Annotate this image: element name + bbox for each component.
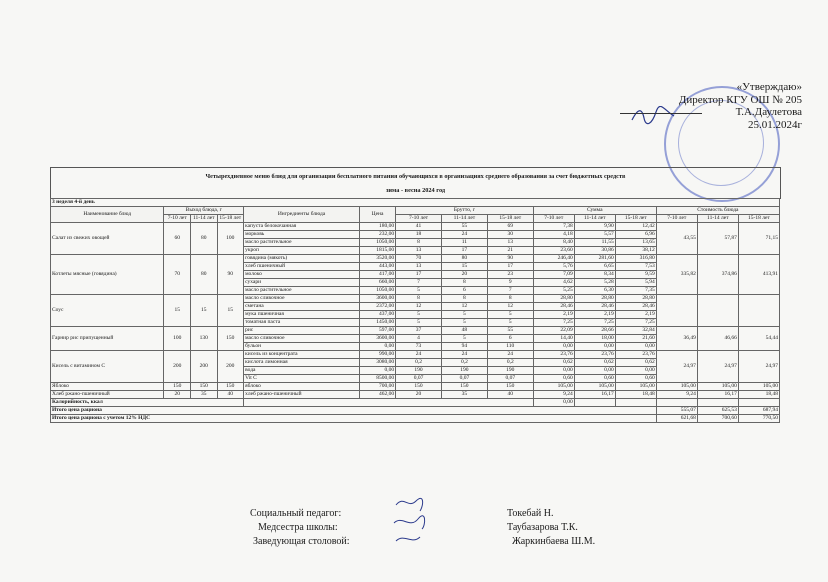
ingredient-sum: 105,00 (574, 383, 615, 391)
ingredient-sum: 32,84 (615, 327, 656, 335)
ingredient-sum: 2,19 (574, 311, 615, 319)
ingredient-price: 8500,00 (359, 375, 395, 383)
ingredient-price: 700,00 (359, 383, 395, 391)
ingredient-name: масло растительное (244, 239, 360, 247)
ingredient-price: 3520,00 (359, 255, 395, 263)
ingredient-sum: 7,35 (615, 287, 656, 295)
ingredient-sum: 11,55 (574, 239, 615, 247)
header-age: 15-18 лет (615, 215, 656, 223)
ingredient-sum: 28,80 (615, 295, 656, 303)
gross-weight: 17 (441, 247, 487, 255)
ingredient-name: хлеб ржано-пшеничный (244, 391, 360, 399)
total-vat-value: 770,50 (738, 415, 779, 423)
ingredient-price: 462,00 (359, 391, 395, 399)
header-age: 15-18 лет (738, 215, 779, 223)
ingredient-sum: 6,30 (574, 287, 615, 295)
gross-weight: 40 (487, 391, 533, 399)
dish-cost: 57,87 (697, 223, 738, 255)
gross-weight: 8 (441, 279, 487, 287)
ingredient-name: укроп (244, 247, 360, 255)
ingredient-price: 3080,00 (359, 359, 395, 367)
ingredient-sum: 0,00 (615, 367, 656, 375)
ingredient-sum: 105,00 (615, 383, 656, 391)
ingredient-sum: 23,76 (533, 351, 574, 359)
gross-weight: 17 (396, 271, 442, 279)
header-price: Цена (359, 207, 395, 223)
dish-yield: 35 (190, 391, 217, 399)
gross-weight: 90 (487, 255, 533, 263)
gross-weight: 8 (396, 295, 442, 303)
header-age: 11-14 лет (574, 215, 615, 223)
ingredient-price: 660,00 (359, 279, 395, 287)
ingredient-name: вода (244, 367, 360, 375)
dish-name: Соус (51, 295, 164, 327)
ingredient-sum: 7,09 (533, 271, 574, 279)
ingredient-row (51, 255, 780, 263)
ingredient-sum: 9,90 (574, 223, 615, 231)
ingredient-sum: 14,40 (533, 335, 574, 343)
dish-name: Яблоко (51, 383, 164, 391)
ingredient-price: 180,00 (359, 223, 395, 231)
dish-cost: 54,44 (738, 327, 779, 351)
ingredient-sum: 28,80 (533, 295, 574, 303)
ingredient-sum: 21,60 (615, 335, 656, 343)
signature-role: Социальный педагог: (250, 508, 342, 519)
gross-weight: 21 (487, 247, 533, 255)
ingredient-sum: 0,60 (574, 375, 615, 383)
gross-weight: 8 (441, 295, 487, 303)
dish-cost: 71,15 (738, 223, 779, 255)
ingredient-row (51, 351, 780, 359)
total-label: Итого цена рациона (51, 407, 657, 415)
dish-cost (738, 295, 779, 327)
ingredient-sum: 6,65 (574, 263, 615, 271)
dish-cost: 18,48 (738, 391, 779, 399)
ingredient-sum: 0,00 (574, 367, 615, 375)
gross-weight: 37 (396, 327, 442, 335)
gross-weight: 20 (396, 391, 442, 399)
ingredient-sum: 0,00 (574, 343, 615, 351)
calories-label: Калорийность, ккал (51, 399, 244, 407)
ingredient-row (51, 391, 780, 399)
approval-line-4: 25.01.2024г (747, 118, 802, 131)
header-sum: Сумма (533, 207, 656, 215)
header-cost: Стоимость блюда (656, 207, 779, 215)
header-gross: Брутто, г (396, 207, 534, 215)
ingredient-name: хлеб пшеничный (244, 263, 360, 271)
ingredient-sum: 2,19 (533, 311, 574, 319)
dish-yield: 15 (217, 295, 244, 327)
total-vat-value: 621,68 (656, 415, 697, 423)
gross-weight: 35 (441, 391, 487, 399)
gross-weight: 24 (441, 351, 487, 359)
signature-name: Токебай Н. (507, 508, 554, 519)
ingredient-sum: 7,25 (533, 319, 574, 327)
dish-cost: 16,17 (697, 391, 738, 399)
header-row-1 (51, 207, 780, 215)
dish-yield: 150 (164, 383, 191, 391)
gross-weight: 7 (487, 287, 533, 295)
ingredient-price: 0,00 (359, 367, 395, 375)
gross-weight: 9 (487, 279, 533, 287)
ingredient-sum: 0,60 (533, 375, 574, 383)
ingredient-sum: 4,62 (533, 279, 574, 287)
ingredient-sum: 0,62 (533, 359, 574, 367)
ingredient-sum: 9,24 (533, 391, 574, 399)
gross-weight: 150 (396, 383, 442, 391)
gross-weight: 18 (396, 231, 442, 239)
ingredient-name: масло сливочное (244, 335, 360, 343)
total-row (51, 407, 780, 415)
dish-yield: 90 (217, 255, 244, 295)
gross-weight: 80 (441, 255, 487, 263)
ingredient-sum: 0,00 (615, 343, 656, 351)
dish-cost: 105,00 (697, 383, 738, 391)
dish-cost (656, 295, 697, 327)
ingredient-price: 3600,00 (359, 335, 395, 343)
gross-weight: 0,2 (441, 359, 487, 367)
document-title (50, 167, 781, 199)
gross-weight: 24 (441, 231, 487, 239)
dish-yield: 20 (164, 391, 191, 399)
ingredient-price: 3600,00 (359, 295, 395, 303)
dish-yield: 80 (190, 223, 217, 255)
ingredient-sum: 5,28 (574, 279, 615, 287)
dish-yield: 130 (190, 327, 217, 351)
ingredient-sum: 23,76 (615, 351, 656, 359)
ingredient-sum: 5,76 (533, 263, 574, 271)
ingredient-name: капуста белокочанная (244, 223, 360, 231)
total-vat-label: Итого цена рациона с учетом 12% НДС (51, 415, 657, 423)
header-age: 11-14 лет (697, 215, 738, 223)
signature-name: Таубазарова Т.К. (507, 522, 578, 533)
dish-yield: 70 (164, 255, 191, 295)
gross-weight: 20 (441, 271, 487, 279)
gross-weight: 12 (441, 303, 487, 311)
gross-weight: 5 (396, 311, 442, 319)
header-age: 7-10 лет (164, 215, 191, 223)
ingredient-price: 2372,00 (359, 303, 395, 311)
ingredient-name: рис (244, 327, 360, 335)
gross-weight: 11 (441, 239, 487, 247)
dish-cost: 9,24 (656, 391, 697, 399)
dish-cost: 24,97 (697, 351, 738, 383)
dish-name: Салат из свежих овощей (51, 223, 164, 255)
ingredient-sum: 7,53 (615, 263, 656, 271)
ingredient-sum: 5,57 (574, 231, 615, 239)
dish-yield: 150 (217, 383, 244, 391)
gross-weight: 150 (441, 383, 487, 391)
ingredient-sum: 6,96 (615, 231, 656, 239)
header-age: 15-18 лет (487, 215, 533, 223)
gross-weight: 5 (487, 319, 533, 327)
dish-yield: 200 (164, 351, 191, 383)
dish-yield: 200 (217, 351, 244, 383)
dish-yield: 100 (164, 327, 191, 351)
ingredient-sum: 5,25 (533, 287, 574, 295)
ingredient-sum: 0,00 (533, 367, 574, 375)
signature-role: Заведующая столовой: (253, 536, 350, 547)
ingredient-sum: 7,38 (533, 223, 574, 231)
total-value: 625,53 (697, 407, 738, 415)
ingredient-sum: 5,94 (615, 279, 656, 287)
dish-cost: 335,82 (656, 255, 697, 295)
ingredient-sum: 18,48 (615, 391, 656, 399)
gross-weight: 41 (396, 223, 442, 231)
title-line-1: Четырехдневное меню блюд для организации бесплатного питания обучающихся в организациях среднего образования за счет бюджетных средств (205, 173, 626, 180)
ingredient-sum: 9,59 (615, 271, 656, 279)
dish-yield: 40 (217, 391, 244, 399)
gross-weight: 6 (441, 287, 487, 295)
ingredient-sum: 28,46 (574, 303, 615, 311)
ingredient-sum: 2,19 (615, 311, 656, 319)
ingredient-price: 597,00 (359, 327, 395, 335)
ingredient-row (51, 295, 780, 303)
ingredient-name: бульон (244, 343, 360, 351)
ingredient-sum: 4,18 (533, 231, 574, 239)
ingredient-sum: 18,00 (574, 335, 615, 343)
header-age: 7-10 лет (533, 215, 574, 223)
dish-name: Кисель с витамином С (51, 351, 164, 383)
gross-weight: 69 (487, 223, 533, 231)
gross-weight: 94 (441, 343, 487, 351)
gross-weight: 24 (487, 351, 533, 359)
dish-yield: 60 (164, 223, 191, 255)
ingredient-name: кисель из концентрата (244, 351, 360, 359)
gross-weight: 13 (396, 247, 442, 255)
gross-weight: 8 (396, 239, 442, 247)
ingredient-sum: 316,80 (615, 255, 656, 263)
dish-yield: 150 (217, 327, 244, 351)
ingredient-sum: 16,17 (574, 391, 615, 399)
gross-weight: 5 (487, 311, 533, 319)
signature-scribbles (390, 495, 430, 550)
gross-weight: 5 (441, 311, 487, 319)
gross-weight: 55 (487, 327, 533, 335)
gross-weight: 13 (396, 263, 442, 271)
ingredient-price: 1050,00 (359, 239, 395, 247)
dish-name: Хлеб ржано-пшеничный (51, 391, 164, 399)
header-age: 7-10 лет (656, 215, 697, 223)
ingredient-name: яблоко (244, 383, 360, 391)
gross-weight: 110 (487, 343, 533, 351)
approval-line-1: «Утверждаю» (736, 81, 802, 93)
dish-name: Котлеты мясные (говядина) (51, 255, 164, 295)
gross-weight: 15 (441, 263, 487, 271)
ingredient-sum: 28,66 (574, 327, 615, 335)
ingredient-name: сухари (244, 279, 360, 287)
ingredient-name: молоко (244, 271, 360, 279)
ingredient-sum: 281,60 (574, 255, 615, 263)
header-ingredients: Ингредиенты блюда (244, 207, 360, 223)
dish-yield: 200 (190, 351, 217, 383)
ingredient-sum: 23,76 (574, 351, 615, 359)
calories-value: 0,00 (533, 399, 574, 407)
ingredient-name: морковь (244, 231, 360, 239)
ingredient-name: масло растительное (244, 287, 360, 295)
dish-yield: 15 (164, 295, 191, 327)
gross-weight: 4 (396, 335, 442, 343)
gross-weight: 0,07 (487, 375, 533, 383)
menu-table (50, 198, 780, 423)
gross-weight: 13 (487, 239, 533, 247)
dish-cost: 24,97 (656, 351, 697, 383)
gross-weight: 55 (441, 223, 487, 231)
week-day-row (51, 199, 780, 207)
gross-weight: 190 (487, 367, 533, 375)
gross-weight: 190 (441, 367, 487, 375)
dish-cost: 374,86 (697, 255, 738, 295)
gross-weight: 73 (396, 343, 442, 351)
ingredient-price: 1050,00 (359, 287, 395, 295)
ingredient-name: масло сливочное (244, 295, 360, 303)
ingredient-sum: 28,46 (533, 303, 574, 311)
ingredient-sum: 0,62 (574, 359, 615, 367)
gross-weight: 12 (396, 303, 442, 311)
ingredient-sum: 28,46 (615, 303, 656, 311)
total-value: 687,94 (738, 407, 779, 415)
dish-cost: 24,97 (738, 351, 779, 383)
dish-cost: 36,49 (656, 327, 697, 351)
approval-block (612, 81, 802, 131)
ingredient-name: Vit C (244, 375, 360, 383)
ingredient-price: 1815,00 (359, 247, 395, 255)
ingredient-name: мука пшеничная (244, 311, 360, 319)
ingredient-sum: 7,25 (615, 319, 656, 327)
gross-weight: 5 (441, 335, 487, 343)
gross-weight: 17 (487, 263, 533, 271)
gross-weight: 150 (487, 383, 533, 391)
gross-weight: 5 (396, 287, 442, 295)
signature-name: Жаркинбаева Ш.М. (512, 536, 596, 547)
ingredient-row (51, 223, 780, 231)
ingredient-name: говядина (мякоть) (244, 255, 360, 263)
total-value: 555,07 (656, 407, 697, 415)
dish-cost: 46,66 (697, 327, 738, 351)
ingredient-row (51, 327, 780, 335)
dish-cost: 413,91 (738, 255, 779, 295)
gross-weight: 0,2 (487, 359, 533, 367)
dish-yield: 150 (190, 383, 217, 391)
ingredient-sum: 7,25 (574, 319, 615, 327)
approval-line-2: Директор КГУ ОШ № 205 (678, 93, 802, 106)
header-age: 7-10 лет (396, 215, 442, 223)
ingredient-name: кислота лимонная (244, 359, 360, 367)
gross-weight: 0,07 (396, 375, 442, 383)
title-line-2: зима - весна 2024 год (385, 187, 446, 194)
ingredient-row (51, 383, 780, 391)
ingredient-sum: 105,00 (533, 383, 574, 391)
gross-weight: 70 (396, 255, 442, 263)
header-yield: Выход блюда, г (164, 207, 244, 215)
ingredient-name: сметана (244, 303, 360, 311)
gross-weight: 48 (441, 327, 487, 335)
dish-yield: 15 (190, 295, 217, 327)
ingredient-sum: 38,12 (615, 247, 656, 255)
dish-yield: 100 (217, 223, 244, 255)
dish-yield: 80 (190, 255, 217, 295)
total-vat-row (51, 415, 780, 423)
gross-weight: 6 (487, 335, 533, 343)
dish-cost: 43,55 (656, 223, 697, 255)
ingredient-sum: 23,60 (533, 247, 574, 255)
ingredient-price: 990,00 (359, 351, 395, 359)
calories-row (51, 399, 780, 407)
header-age: 15-18 лет (217, 215, 244, 223)
ingredient-sum: 30,86 (574, 247, 615, 255)
gross-weight: 7 (396, 279, 442, 287)
week-day: 3 неделя 4-й день (51, 199, 780, 207)
ingredient-sum: 0,62 (615, 359, 656, 367)
ingredient-price: 417,00 (359, 271, 395, 279)
ingredient-sum: 0,60 (615, 375, 656, 383)
gross-weight: 5 (441, 319, 487, 327)
gross-weight: 23 (487, 271, 533, 279)
ingredient-sum: 13,65 (615, 239, 656, 247)
gross-weight: 0,2 (396, 359, 442, 367)
ingredient-price: 437,00 (359, 311, 395, 319)
ingredient-sum: 22,09 (533, 327, 574, 335)
gross-weight: 0,07 (441, 375, 487, 383)
signature-role: Медсестра школы: (258, 522, 338, 533)
menu-body (51, 223, 780, 399)
ingredient-price: 1450,00 (359, 319, 395, 327)
ingredient-sum: 246,40 (533, 255, 574, 263)
ingredient-sum: 8,40 (533, 239, 574, 247)
ingredient-sum: 12,42 (615, 223, 656, 231)
gross-weight: 12 (487, 303, 533, 311)
ingredient-price: 443,00 (359, 263, 395, 271)
dish-name: Гарнир рис припущенный (51, 327, 164, 351)
header-dish: Наименование блюд (51, 207, 164, 223)
gross-weight: 30 (487, 231, 533, 239)
ingredient-price: 232,00 (359, 231, 395, 239)
ingredient-name: томатная паста (244, 319, 360, 327)
dish-cost: 105,00 (738, 383, 779, 391)
header-age: 11-14 лет (441, 215, 487, 223)
header-age: 11-14 лет (190, 215, 217, 223)
gross-weight: 24 (396, 351, 442, 359)
ingredient-sum: 8,34 (574, 271, 615, 279)
dish-cost: 105,00 (656, 383, 697, 391)
signature-line (620, 113, 702, 114)
gross-weight: 8 (487, 295, 533, 303)
ingredient-sum: 0,00 (533, 343, 574, 351)
gross-weight: 5 (396, 319, 442, 327)
ingredient-price: 0,00 (359, 343, 395, 351)
gross-weight: 190 (396, 367, 442, 375)
ingredient-sum: 28,80 (574, 295, 615, 303)
dish-cost (697, 295, 738, 327)
approval-line-3: Т.А.Даулетова (735, 106, 802, 118)
total-vat-value: 700,60 (697, 415, 738, 423)
